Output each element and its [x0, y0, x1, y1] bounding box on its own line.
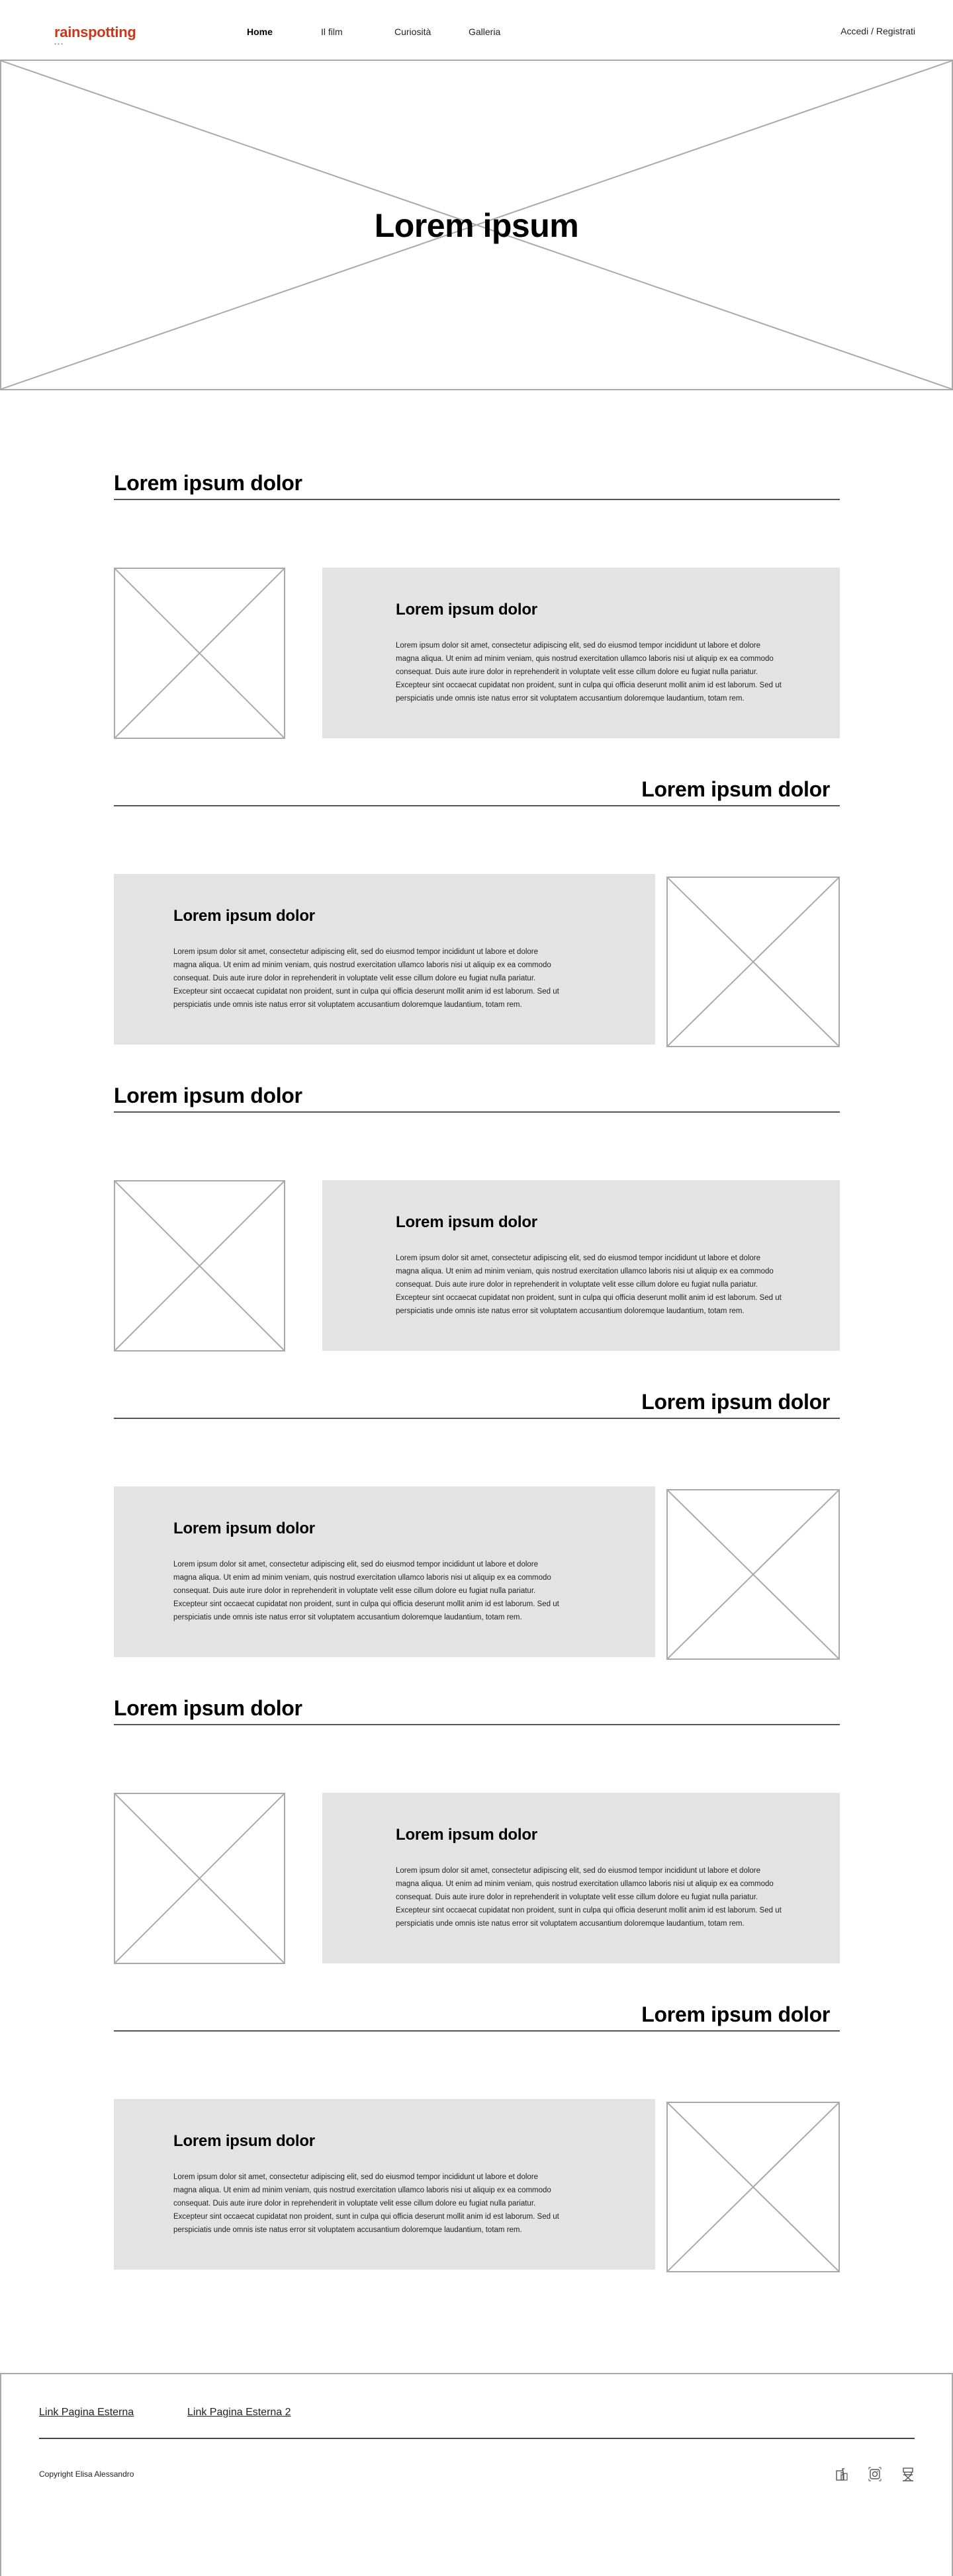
card-title: Lorem ipsum dolor [396, 601, 537, 619]
section-title: Lorem ipsum dolor [114, 1696, 302, 1720]
section-image-placeholder [666, 2102, 840, 2272]
facebook-icon[interactable] [835, 2467, 848, 2481]
section-image-placeholder [114, 1180, 285, 1352]
director-chair-icon[interactable] [901, 2467, 915, 2481]
section-divider [114, 1418, 840, 1419]
footer-divider [39, 2438, 915, 2439]
section-divider [114, 1111, 840, 1113]
section-divider [114, 499, 840, 500]
section-title: Lorem ipsum dolor [114, 471, 302, 495]
section-image-placeholder [666, 877, 840, 1047]
section-image-placeholder [114, 1793, 285, 1964]
section-image-placeholder [114, 568, 285, 739]
site-footer [0, 2373, 953, 2576]
card-title: Lorem ipsum dolor [173, 2132, 315, 2150]
content-card [114, 2099, 655, 2270]
hero-banner [0, 60, 953, 390]
section-image-placeholder [666, 1489, 840, 1660]
content-card [322, 568, 840, 738]
content-card [114, 1486, 655, 1657]
card-title: Lorem ipsum dolor [173, 907, 315, 925]
nav-item-home[interactable]: Home [247, 26, 273, 37]
nav-item-curiosita[interactable]: Curiosità [394, 26, 431, 37]
section-divider [114, 1724, 840, 1725]
section-divider [114, 805, 840, 806]
copyright-text: Copyright Elisa Alessandro [39, 2469, 134, 2479]
card-body-text: Lorem ipsum dolor sit amet, consectetur adipiscing elit, sed do eiusmod tempor incididunt ut labore et dolore magna aliqua. Ut enim ad minim veniam, quis nostrud exercitation ullamco laboris nisi ut aliquip ex ea commodo consequat. Duis aute irure dolor in reprehenderit in voluptate velit esse cillum dolore eu fugiat nulla pariatur. Excepteur sint occaecat cupidatat non proident, sunt in culpa qui officia deserunt mollit anim id est laborum. Sed ut perspiciatis unde omnis iste natus error sit voluptatem accusantium doloremque laudantium, totam rem. [173, 1561, 559, 1621]
section-title: Lorem ipsum dolor [114, 1084, 302, 1107]
card-title: Lorem ipsum dolor [396, 1826, 537, 1844]
content-card [322, 1180, 840, 1351]
section-title: Lorem ipsum dolor [641, 2002, 830, 2026]
instagram-icon[interactable] [868, 2467, 882, 2481]
logo-tagline: ▪ ▪ ▪ [54, 41, 63, 47]
section-divider [114, 2030, 840, 2032]
content-card [322, 1793, 840, 1963]
card-body-text: Lorem ipsum dolor sit amet, consectetur adipiscing elit, sed do eiusmod tempor incididunt ut labore et dolore magna aliqua. Ut enim ad minim veniam, quis nostrud exercitation ullamco laboris nisi ut aliquip ex ea commodo consequat. Duis aute irure dolor in reprehenderit in voluptate velit esse cillum dolore eu fugiat nulla pariatur. Excepteur sint occaecat cupidatat non proident, sunt in culpa qui officia deserunt mollit anim id est laborum. Sed ut perspiciatis unde omnis iste natus error sit voluptatem accusantium doloremque laudantium, totam rem. [396, 1254, 782, 1315]
nav-item-galleria[interactable]: Galleria [469, 26, 501, 37]
footer-link-1[interactable]: Link Pagina Esterna [39, 2407, 134, 2418]
site-logo[interactable]: rainspotting [54, 24, 136, 40]
section-title: Lorem ipsum dolor [641, 777, 830, 801]
footer-link-2[interactable]: Link Pagina Esterna 2 [187, 2407, 291, 2418]
content-card [114, 874, 655, 1045]
hero-title: Lorem ipsum [374, 207, 579, 244]
card-body-text: Lorem ipsum dolor sit amet, consectetur adipiscing elit, sed do eiusmod tempor incididunt ut labore et dolore magna aliqua. Ut enim ad minim veniam, quis nostrud exercitation ullamco laboris nisi ut aliquip ex ea commodo consequat. Duis aute irure dolor in reprehenderit in voluptate velit esse cillum dolore eu fugiat nulla pariatur. Excepteur sint occaecat cupidatat non proident, sunt in culpa qui officia deserunt mollit anim id est laborum. Sed ut perspiciatis unde omnis iste natus error sit voluptatem accusantium doloremque laudantium, totam rem. [396, 642, 782, 703]
card-body-text: Lorem ipsum dolor sit amet, consectetur adipiscing elit, sed do eiusmod tempor incididunt ut labore et dolore magna aliqua. Ut enim ad minim veniam, quis nostrud exercitation ullamco laboris nisi ut aliquip ex ea commodo consequat. Duis aute irure dolor in reprehenderit in voluptate velit esse cillum dolore eu fugiat nulla pariatur. Excepteur sint occaecat cupidatat non proident, sunt in culpa qui officia deserunt mollit anim id est laborum. Sed ut perspiciatis unde omnis iste natus error sit voluptatem accusantium doloremque laudantium, totam rem. [173, 2173, 559, 2234]
card-body-text: Lorem ipsum dolor sit amet, consectetur adipiscing elit, sed do eiusmod tempor incididunt ut labore et dolore magna aliqua. Ut enim ad minim veniam, quis nostrud exercitation ullamco laboris nisi ut aliquip ex ea commodo consequat. Duis aute irure dolor in reprehenderit in voluptate velit esse cillum dolore eu fugiat nulla pariatur. Excepteur sint occaecat cupidatat non proident, sunt in culpa qui officia deserunt mollit anim id est laborum. Sed ut perspiciatis unde omnis iste natus error sit voluptatem accusantium doloremque laudantium, totam rem. [396, 1867, 782, 1928]
section-title: Lorem ipsum dolor [641, 1390, 830, 1414]
site-header [0, 0, 953, 60]
nav-item-il-film[interactable]: Il film [321, 26, 343, 37]
card-title: Lorem ipsum dolor [396, 1213, 537, 1231]
card-body-text: Lorem ipsum dolor sit amet, consectetur adipiscing elit, sed do eiusmod tempor incididunt ut labore et dolore magna aliqua. Ut enim ad minim veniam, quis nostrud exercitation ullamco laboris nisi ut aliquip ex ea commodo consequat. Duis aute irure dolor in reprehenderit in voluptate velit esse cillum dolore eu fugiat nulla pariatur. Excepteur sint occaecat cupidatat non proident, sunt in culpa qui officia deserunt mollit anim id est laborum. Sed ut perspiciatis unde omnis iste natus error sit voluptatem accusantium doloremque laudantium, totam rem. [173, 948, 559, 1009]
card-title: Lorem ipsum dolor [173, 1520, 315, 1537]
login-register-link[interactable]: Accedi / Registrati [840, 26, 915, 36]
